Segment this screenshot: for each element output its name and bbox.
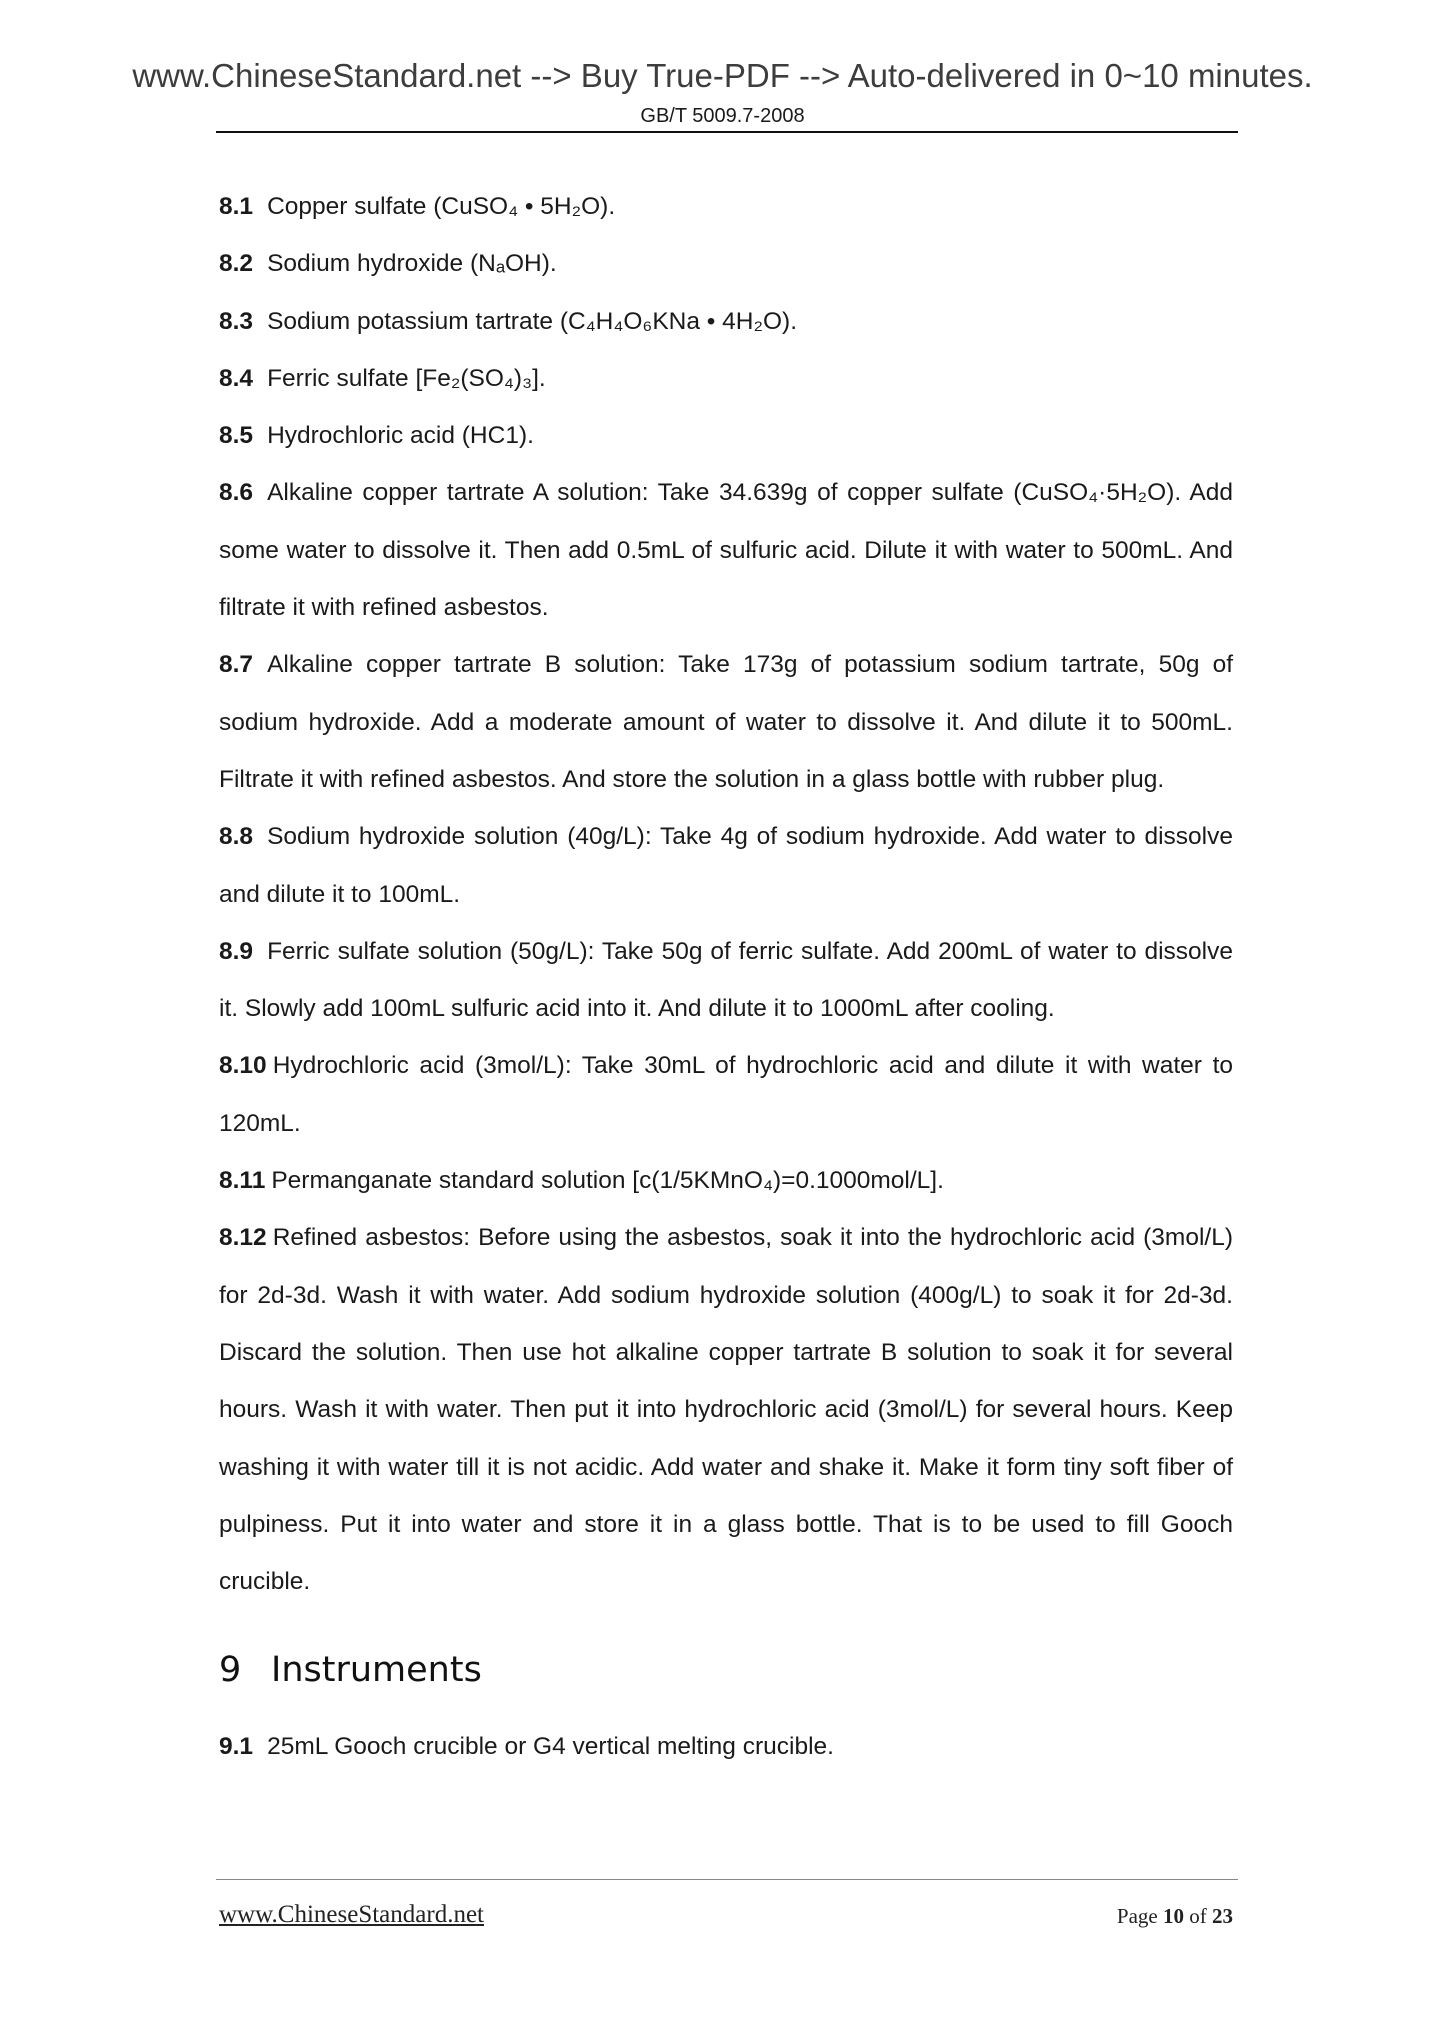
clause-number: 8.6 — [219, 479, 254, 507]
clause-text: Sodium hydroxide solution (40g/L): Take 4g of sodium hydroxide. Add water to dissolve and dilute it to 100mL. — [219, 823, 1233, 908]
section-number: 9 — [219, 1650, 242, 1690]
clause-8-8 — [219, 808, 1233, 923]
clause-8-9 — [219, 923, 1233, 1038]
clause-number: 8.11 — [219, 1167, 266, 1195]
section-heading-instruments — [219, 1640, 482, 1700]
clause-text: Permanganate standard solution [c(1/5KMnO₄)=0.1000mol/L]. — [271, 1167, 944, 1195]
clause-8-2 — [219, 235, 1233, 292]
clause-9-1 — [219, 1718, 1233, 1775]
footer-divider — [216, 1879, 1238, 1880]
clause-text: Sodium hydroxide (NₐOH). — [267, 250, 557, 278]
clause-number: 8.12 — [219, 1224, 267, 1252]
clause-number: 8.3 — [219, 307, 254, 335]
clause-text: Ferric sulfate solution (50g/L): Take 50g of ferric sulfate. Add 200mL of water to dissolve it. Slowly add 100mL sulfuric acid into it. And dilute it to 1000mL after cooling. — [219, 937, 1233, 1023]
footer-website-link[interactable]: www.ChineseStandard.net — [219, 1901, 484, 1928]
clause-text: Alkaline copper tartrate B solution: Take 173g of potassium sodium tartrate, 50g of sodium hydroxide. Add a moderate amount of water to dissolve it. And dilute it to 500mL. Filtrate it with refined asbestos. And store the solution in a glass bottle with rubber plug. — [219, 651, 1233, 793]
page-of: of — [1189, 1904, 1207, 1928]
clause-number: 8.10 — [219, 1052, 267, 1080]
clause-8-12 — [219, 1209, 1233, 1610]
clause-8-6 — [219, 464, 1233, 636]
clause-text: Ferric sulfate [Fe₂(SO₄)₃]. — [267, 364, 546, 392]
clause-text: Hydrochloric acid (3mol/L): Take 30mL of hydrochloric acid and dilute it with water to 120mL. — [219, 1052, 1233, 1137]
clause-text: Copper sulfate (CuSO₄ • 5H₂O). — [267, 193, 616, 220]
clause-8-1 — [219, 178, 1233, 235]
clause-number: 8.5 — [219, 422, 254, 450]
top-banner-link[interactable]: www.ChineseStandard.net --> Buy True-PDF --> Auto-delivered in 0~10 minutes. — [132, 57, 1313, 94]
clause-8-11 — [219, 1152, 1233, 1209]
clause-number: 8.1 — [219, 193, 254, 220]
clause-text: Sodium potassium tartrate (C₄H₄O₆KNa • 4H₂O). — [267, 307, 798, 335]
document-body — [219, 178, 1233, 1610]
page-total: 23 — [1212, 1904, 1233, 1928]
clause-text: Refined asbestos: Before using the asbestos, soak it into the hydrochloric acid (3mol/L) for 2d-3d. Wash it with water. Add sodium hydroxide solution (400g/L) to soak it for 2d-3d. Discard the solution. Then use hot alkaline copper tartrate B solution to soak it for several hours. Wash it with water. Then put it into hydrochloric acid (3mol/L) for several hours. Keep washing it with water till it is not acidic. Add water and shake it. Make it form tiny soft fiber of pulpiness. Put it into water and store it in a glass bottle. That is to be used to fill Gooch crucible. — [219, 1224, 1233, 1596]
section-title: Instruments — [271, 1650, 482, 1690]
clause-text: 25mL Gooch crucible or G4 vertical melting crucible. — [267, 1733, 834, 1760]
header-divider — [216, 131, 1238, 133]
clause-8-10 — [219, 1037, 1233, 1152]
clause-number: 8.4 — [219, 364, 254, 392]
clause-8-7 — [219, 636, 1233, 808]
page-word: Page — [1116, 1904, 1158, 1928]
page-indicator — [1117, 1904, 1233, 1929]
clause-number: 9.1 — [219, 1733, 254, 1760]
clause-text: Hydrochloric acid (HC1). — [267, 422, 534, 450]
clause-text: Alkaline copper tartrate A solution: Take 34.639g of copper sulfate (CuSO₄·5H₂O). Add some water to dissolve it. Then add 0.5mL of sulfuric acid. Dilute it with water to 500mL. And filtrate it with refined asbestos. — [219, 479, 1233, 622]
standard-code: GB/T 5009.7-2008 — [640, 105, 805, 127]
clause-number: 8.7 — [219, 651, 254, 679]
clause-number: 8.9 — [219, 937, 254, 965]
clause-8-3 — [219, 293, 1233, 350]
clause-number: 8.8 — [219, 823, 254, 851]
clause-number: 8.2 — [219, 250, 254, 278]
clause-8-5 — [219, 407, 1233, 464]
page-current: 10 — [1163, 1904, 1184, 1928]
clause-8-4 — [219, 350, 1233, 407]
